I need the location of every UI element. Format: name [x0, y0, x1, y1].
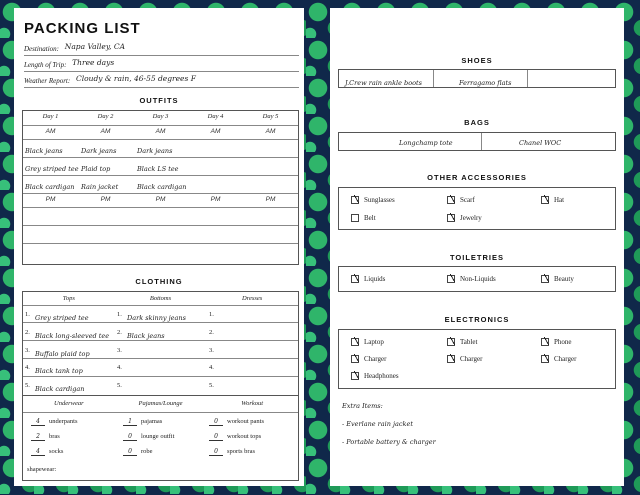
column-dresses: Dresses	[242, 295, 263, 302]
checkbox[interactable]	[351, 275, 359, 283]
toiletry-label: Liquids	[364, 275, 386, 283]
divider	[23, 376, 298, 377]
pm-row	[23, 193, 298, 208]
outfit-item: Black jeans	[25, 147, 63, 155]
wear-item[interactable]	[31, 433, 60, 441]
wear-item[interactable]	[209, 433, 261, 441]
accessory-label: Scarf	[460, 196, 475, 204]
weather-value: Cloudy & rain, 46-55 degrees F	[75, 74, 196, 83]
row-number: 4.	[209, 364, 214, 371]
bag-item: Chanel WOC	[519, 139, 562, 147]
weather-label: Weather Report:	[24, 77, 71, 85]
wear-label: lounge outfit	[141, 433, 175, 440]
top-item: Black tank top	[35, 367, 83, 375]
checkbox[interactable]	[447, 355, 455, 363]
checkbox[interactable]	[541, 275, 549, 283]
divider	[23, 358, 298, 359]
am-label: AM	[45, 128, 56, 135]
electronics-label: Charger	[460, 355, 483, 363]
pm-label: PM	[100, 196, 111, 203]
shoe-item: Ferragamo flats	[459, 79, 512, 87]
column-pajamas: Pajamas/Lounge	[138, 400, 183, 407]
electronics-label: Phone	[554, 338, 572, 346]
bottom-item: Black jeans	[127, 332, 165, 340]
row-number: 4.	[117, 364, 122, 371]
toiletry-label: Non-Liquids	[460, 275, 496, 283]
destination-label: Destination:	[24, 45, 59, 53]
toiletries-heading: TOILETRIES	[449, 253, 505, 262]
outfit-item: Dark jeans	[137, 147, 173, 155]
shoe-item: J.Crew rain ankle boots	[345, 79, 422, 87]
clothing-table	[22, 291, 299, 396]
electronics-label: Charger	[364, 355, 387, 363]
divider	[23, 305, 298, 306]
top-item: Grey striped tee	[35, 314, 89, 322]
length-label: Length of Trip:	[24, 61, 67, 69]
days-row	[23, 111, 298, 126]
row-number: 2.	[25, 329, 30, 336]
accessory-label: Hat	[554, 196, 565, 204]
checkbox[interactable]	[541, 355, 549, 363]
bottom-item: Dark skinny jeans	[127, 314, 186, 322]
wear-item[interactable]	[123, 418, 162, 426]
outfit-item: Rain jacket	[81, 183, 119, 191]
outfit-item: Black cardigan	[25, 183, 75, 191]
shoes-table	[338, 69, 616, 88]
day-3: Day 3	[152, 113, 169, 120]
top-item: Buffalo plaid top	[35, 350, 90, 358]
divider	[433, 70, 434, 87]
divider	[481, 133, 482, 150]
checkbox[interactable]	[351, 355, 359, 363]
pm-label: PM	[155, 196, 166, 203]
row-number: 3.	[117, 347, 122, 354]
toiletry-label: Beauty	[554, 275, 574, 283]
checkbox[interactable]	[351, 214, 359, 222]
wear-mark: 4	[31, 448, 45, 456]
outfit-row	[23, 175, 298, 194]
wear-mark: 1	[123, 418, 137, 426]
extra-item: - Portable battery & charger	[342, 438, 436, 446]
pm-label: PM	[210, 196, 221, 203]
outfit-row	[23, 157, 298, 176]
outfit-row	[23, 139, 298, 158]
wear-mark: 0	[209, 433, 223, 441]
underwear-section	[22, 396, 299, 481]
accessory-label: Sunglasses	[364, 196, 395, 204]
wear-label: robe	[141, 448, 153, 455]
row-number: 2.	[117, 329, 122, 336]
pm-label: PM	[265, 196, 276, 203]
divider	[23, 412, 298, 413]
bags-table	[338, 132, 616, 151]
outfit-row	[23, 225, 298, 244]
electronics-label: Charger	[554, 355, 577, 363]
bag-item: Longchamp tote	[399, 139, 453, 147]
column-bottoms: Bottoms	[149, 295, 172, 302]
wear-label: bras	[49, 433, 60, 440]
row-number: 5.	[25, 382, 30, 389]
bags-heading: BAGS	[464, 118, 490, 127]
outfit-item: Black cardigan	[137, 183, 187, 191]
row-number: 5.	[117, 382, 122, 389]
row-number: 3.	[25, 347, 30, 354]
outfit-item: Black LS tee	[137, 165, 179, 173]
outfits-heading: OUTFITS	[139, 96, 179, 105]
extra-items-label: Extra Items:	[342, 402, 383, 410]
wear-mark: 2	[31, 433, 45, 441]
divider	[23, 322, 298, 323]
right-page	[330, 8, 624, 486]
row-number: 2.	[209, 329, 214, 336]
wear-label: pajamas	[141, 418, 163, 425]
am-label: AM	[100, 128, 111, 135]
day-2: Day 2	[97, 113, 114, 120]
wear-label: shapewear:	[27, 466, 57, 473]
electronics-label: Laptop	[364, 338, 384, 346]
wear-item[interactable]	[123, 433, 174, 441]
row-number: 5.	[209, 382, 214, 389]
left-page	[14, 8, 304, 486]
checkbox[interactable]	[351, 338, 359, 346]
wear-item[interactable]	[123, 448, 153, 456]
electronics-label: Tablet	[460, 338, 478, 346]
wear-item[interactable]	[31, 418, 78, 426]
electronics-box	[338, 329, 616, 389]
row-number: 3.	[209, 347, 214, 354]
day-4: Day 4	[207, 113, 224, 120]
checkbox[interactable]	[541, 338, 549, 346]
length-field[interactable]	[24, 58, 299, 72]
column-underwear: Underwear	[54, 400, 84, 407]
wear-mark: 0	[123, 433, 137, 441]
wear-mark: 4	[31, 418, 45, 426]
day-5: Day 5	[262, 113, 279, 120]
clothing-columns	[23, 295, 298, 302]
checkbox[interactable]	[351, 372, 359, 380]
am-label: AM	[210, 128, 221, 135]
wear-item[interactable]	[31, 448, 63, 456]
checkbox[interactable]	[351, 196, 359, 204]
divider	[527, 70, 528, 87]
wear-mark: 0	[209, 448, 223, 456]
accessory-label: Jewelry	[460, 214, 482, 222]
outfit-row	[23, 243, 298, 261]
wear-label: underpants	[49, 418, 78, 425]
day-1: Day 1	[42, 113, 59, 120]
electronics-heading: ELECTRONICS	[444, 315, 510, 324]
row-number: 4.	[25, 364, 30, 371]
am-row	[23, 125, 298, 140]
wear-item[interactable]	[27, 466, 56, 473]
top-item: Black cardigan	[35, 385, 85, 393]
weather-field[interactable]	[24, 74, 299, 88]
pm-label: PM	[45, 196, 56, 203]
wear-mark: 0	[123, 448, 137, 456]
outfit-item: Dark jeans	[81, 147, 117, 155]
destination-value: Napa Valley, CA	[64, 42, 126, 51]
clothing-heading: CLOTHING	[135, 277, 183, 286]
outfit-row	[23, 207, 298, 226]
destination-field[interactable]	[24, 42, 299, 56]
electronics-label: Headphones	[364, 372, 399, 380]
wear-label: socks	[49, 448, 64, 455]
row-number: 1.	[25, 311, 30, 318]
page-title: PACKING LIST	[24, 20, 141, 37]
outfit-item: Grey striped tee	[25, 165, 79, 173]
wear-item[interactable]	[209, 448, 255, 456]
am-label: AM	[265, 128, 276, 135]
shoes-heading: SHOES	[461, 56, 493, 65]
checkbox[interactable]	[447, 214, 455, 222]
outfits-table	[22, 110, 299, 265]
wear-item[interactable]	[209, 418, 264, 426]
checkbox[interactable]	[541, 196, 549, 204]
wear-label: workout tops	[227, 433, 262, 440]
checkbox[interactable]	[447, 338, 455, 346]
top-item: Black long-sleeved tee	[35, 332, 110, 340]
underwear-columns	[23, 400, 298, 407]
column-workout: Workout	[241, 400, 264, 407]
accessory-label: Belt	[364, 214, 376, 222]
row-number: 1.	[209, 311, 214, 318]
wear-label: sports bras	[227, 448, 255, 455]
column-tops: Tops	[62, 295, 75, 302]
wear-label: workout pants	[227, 418, 265, 425]
accessories-box	[338, 187, 616, 230]
length-value: Three days	[72, 58, 115, 67]
outfit-item: Plaid top	[81, 165, 111, 173]
checkbox[interactable]	[447, 196, 455, 204]
toiletries-box	[338, 266, 616, 292]
divider	[23, 340, 298, 341]
checkbox[interactable]	[447, 275, 455, 283]
am-label: AM	[155, 128, 166, 135]
extra-item: - Everlane rain jacket	[342, 420, 413, 428]
row-number: 1.	[117, 311, 122, 318]
wear-mark: 0	[209, 418, 223, 426]
accessories-heading: OTHER ACCESSORIES	[427, 173, 527, 182]
